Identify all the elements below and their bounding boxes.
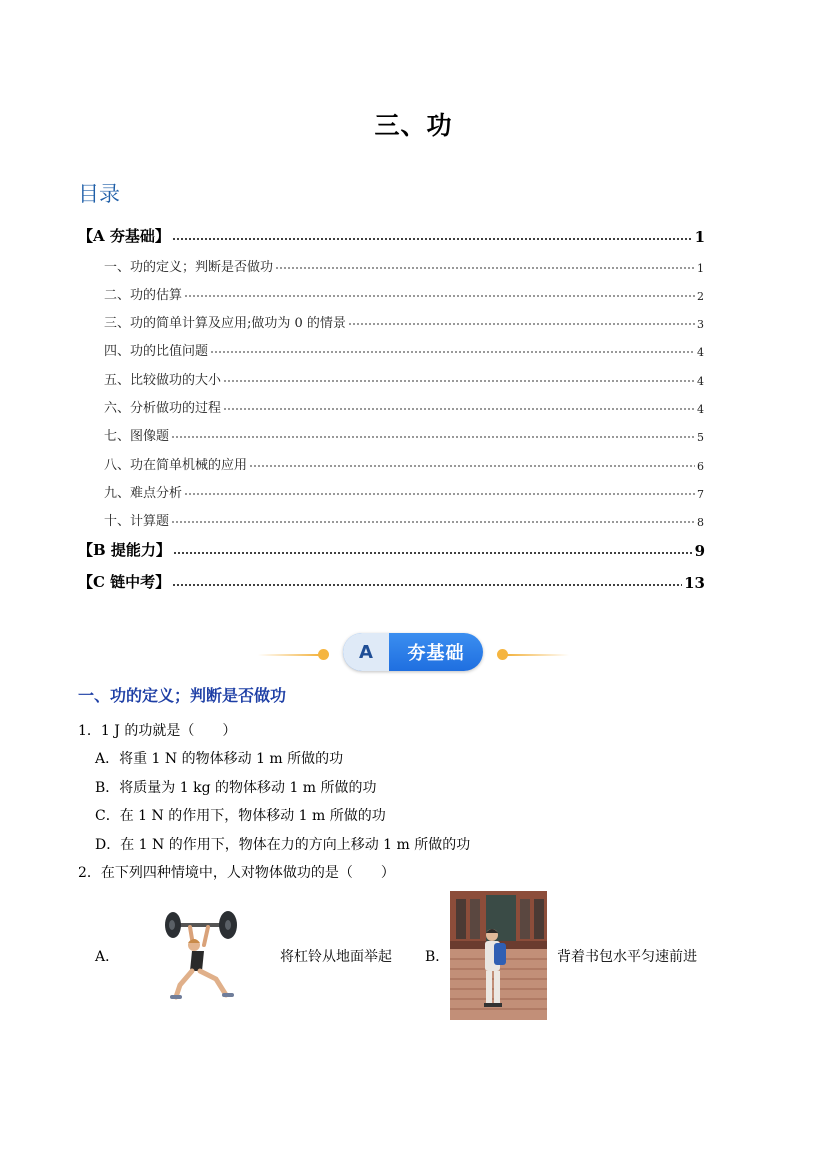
toc-entry-label: 【B 提能力】 — [78, 541, 171, 559]
toc-page-number: 1 — [694, 228, 705, 246]
question-1-option-a: A．将重 1 N 的物体移动 1 m 所做的功 — [95, 751, 344, 767]
toc-page-number: 6 — [697, 460, 704, 473]
toc-subentry-label: 七、图像题 — [104, 429, 170, 444]
question-1-stem: 1．1 J 的功就是（ ） — [78, 723, 237, 739]
toc-leader — [223, 406, 695, 412]
toc-subentry[interactable] — [104, 481, 704, 501]
toc-page-number: 8 — [697, 516, 704, 529]
page-title: 三、功 — [374, 111, 453, 140]
toc-page-number: 13 — [684, 574, 705, 592]
toc-subentry-label: 十、计算题 — [104, 514, 170, 529]
weightlifter-image — [160, 905, 240, 1003]
toc-page-number: 3 — [697, 318, 704, 331]
section-heading: 一、功的定义；判断是否做功 — [78, 686, 287, 705]
question-1-option-b: B．将质量为 1 kg 的物体移动 1 m 所做的功 — [95, 780, 377, 796]
banner-line-left — [258, 654, 320, 656]
question-2-option-b-letter: B． — [425, 949, 450, 965]
toc-leader — [171, 519, 695, 525]
toc-entry-label: 【A 夯基础】 — [78, 227, 170, 245]
toc-leader — [173, 550, 693, 556]
toc-leader — [184, 293, 695, 299]
toc-page-number: 9 — [694, 542, 705, 560]
toc-leader — [172, 582, 682, 588]
question-1-option-d: D．在 1 N 的作用下，物体在力的方向上移动 1 m 所做的功 — [95, 837, 471, 853]
toc-page-number: 7 — [697, 488, 704, 501]
student-backpack-image — [450, 891, 547, 1020]
toc-page-number: 4 — [697, 375, 704, 388]
toc-leader — [184, 491, 695, 497]
toc-subentry[interactable] — [104, 424, 704, 444]
toc-entry-c[interactable] — [78, 570, 705, 592]
banner-dot-left — [318, 649, 329, 660]
toc-subentry-label: 八、功在简单机械的应用 — [104, 458, 248, 473]
toc-page-number: 1 — [697, 262, 704, 275]
toc-subentry-label: 一、功的定义；判断是否做功 — [104, 260, 274, 275]
question-2-stem: 2．在下列四种情境中，人对物体做功的是（ ） — [78, 865, 395, 881]
toc-leader — [171, 434, 695, 440]
toc-subentry-label: 二、功的估算 — [104, 288, 183, 303]
question-2-option-a-letter: A． — [95, 949, 120, 965]
toc-page-number: 4 — [697, 403, 704, 416]
question-1-option-c: C．在 1 N 的作用下，物体移动 1 m 所做的功 — [95, 808, 386, 824]
toc-page-number: 5 — [697, 431, 704, 444]
toc-leader — [223, 378, 695, 384]
toc-leader — [210, 349, 695, 355]
toc-subentry-label: 五、比较做功的大小 — [104, 373, 222, 388]
toc-subentry[interactable] — [104, 255, 704, 275]
toc-entry-b[interactable] — [78, 538, 705, 560]
toc-subentry-label: 四、功的比值问题 — [104, 344, 209, 359]
toc-leader — [348, 321, 695, 327]
banner-badge: A — [343, 633, 389, 671]
toc-leader — [275, 265, 695, 271]
banner-text: 夯基础 — [407, 643, 465, 664]
toc-subentry-label: 三、功的简单计算及应用;做功为 0 的情景 — [104, 316, 346, 331]
toc-subentry[interactable] — [104, 311, 704, 331]
toc-leader — [249, 463, 695, 469]
question-2-option-a-caption: 将杠铃从地面举起 — [280, 949, 392, 965]
toc-leader — [172, 236, 693, 242]
section-banner — [343, 633, 483, 671]
toc-subentry[interactable] — [104, 509, 704, 529]
toc-subentry[interactable] — [104, 453, 704, 473]
toc-heading: 目录 — [78, 182, 120, 206]
toc-subentry-label: 六、分析做功的过程 — [104, 401, 222, 416]
question-2-option-b-caption: 背着书包水平匀速前进 — [557, 949, 697, 965]
toc-entry-a[interactable] — [78, 224, 705, 246]
banner-line-right — [507, 654, 569, 656]
toc-subentry[interactable] — [104, 339, 704, 359]
toc-subentry[interactable] — [104, 368, 704, 388]
toc-page-number: 4 — [697, 346, 704, 359]
toc-subentry-label: 九、难点分析 — [104, 486, 183, 501]
toc-page-number: 2 — [697, 290, 704, 303]
toc-entry-label: 【C 链中考】 — [78, 573, 171, 591]
toc-subentry[interactable] — [104, 396, 704, 416]
toc-subentry[interactable] — [104, 283, 704, 303]
